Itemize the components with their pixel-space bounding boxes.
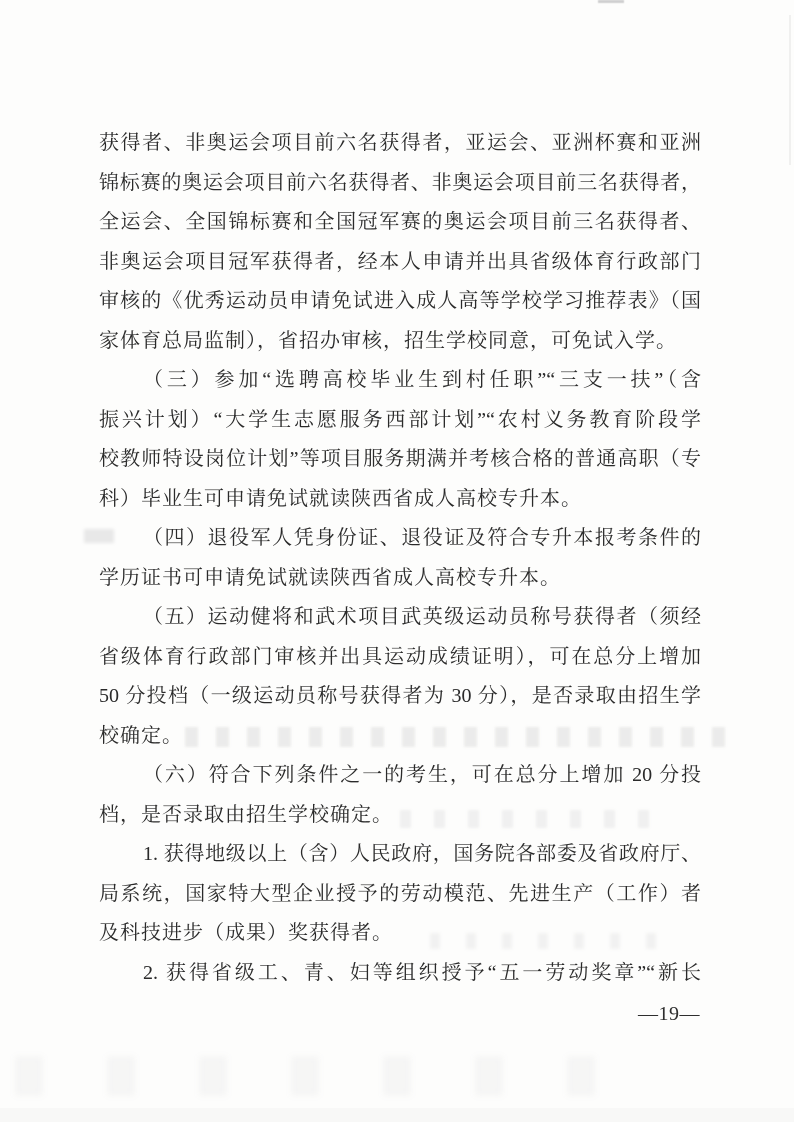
text-line: 获得者、非奥运会项目前六名获得者，亚运会、亚洲杯赛和亚洲 xyxy=(99,132,701,154)
text-line: （五）运动健将和武术项目武英级运动员称号获得者（须经 xyxy=(143,606,701,628)
text-line: 家体育总局监制），省招办审核，招生学校同意，可免试入学。 xyxy=(99,329,677,352)
text-line: 非奥运会项目冠军获得者，经本人申请并出具省级体育行政部门 xyxy=(99,250,701,273)
text-line: 局系统，国家特大型企业授予的劳动模范、先进生产（工作）者 xyxy=(99,882,701,905)
text-line: 全运会、全国锦标赛和全国冠军赛的奥运会项目前三名获得者、 xyxy=(99,211,701,233)
text-line: 锦标赛的奥运会项目前六名获得者、非奥运会项目前三名获得者， xyxy=(99,171,701,194)
text-line: 省级体育行政部门审核并出具运动成绩证明），可在总分上增加 xyxy=(99,645,701,668)
scan-smudge-artifact xyxy=(15,1056,615,1096)
text-line: （三）参加“选聘高校毕业生到村任职”“三支一扶”（含 xyxy=(143,369,701,391)
text-line: 校确定。 xyxy=(99,724,183,747)
text-line: 1. 获得地级以上（含）人民政府，国务院各部委及省政府厅、 xyxy=(143,843,701,865)
text-line: 及科技进步（成果）奖获得者。 xyxy=(99,922,393,944)
text-line: 审核的《优秀运动员申请免试进入成人高等学校学习推荐表》（国 xyxy=(99,290,701,312)
text-line: 校教师特设岗位计划”等项目服务期满并考核合格的普通高职（专 xyxy=(99,448,701,470)
text-line: 2. 获得省级工、青、妇等组织授予“五一劳动奖章”“新长 xyxy=(143,961,701,984)
scan-edge-artifact xyxy=(789,15,791,165)
text-line: 档，是否录取由招生学校确定。 xyxy=(99,803,393,826)
text-line: （四）退役军人凭身份证、退役证及符合专升本报考条件的 xyxy=(143,527,701,549)
body-text xyxy=(99,124,701,993)
text-line: 50 分投档（一级运动员称号获得者为 30 分），是否录取由招生学 xyxy=(99,685,701,707)
text-line: 科）毕业生可申请免试就读陕西省成人高校专升本。 xyxy=(99,487,582,510)
scan-edge-artifact xyxy=(598,0,624,3)
text-line: （六）符合下列条件之一的考生，可在总分上增加 20 分投 xyxy=(143,764,701,786)
page-number: —19— xyxy=(638,1003,700,1025)
text-line: 振兴计划）“大学生志愿服务西部计划”“农村义务教育阶段学 xyxy=(99,408,701,431)
text-line: 学历证书可申请免试就读陕西省成人高校专升本。 xyxy=(99,566,561,589)
scan-edge-artifact xyxy=(0,1108,794,1122)
